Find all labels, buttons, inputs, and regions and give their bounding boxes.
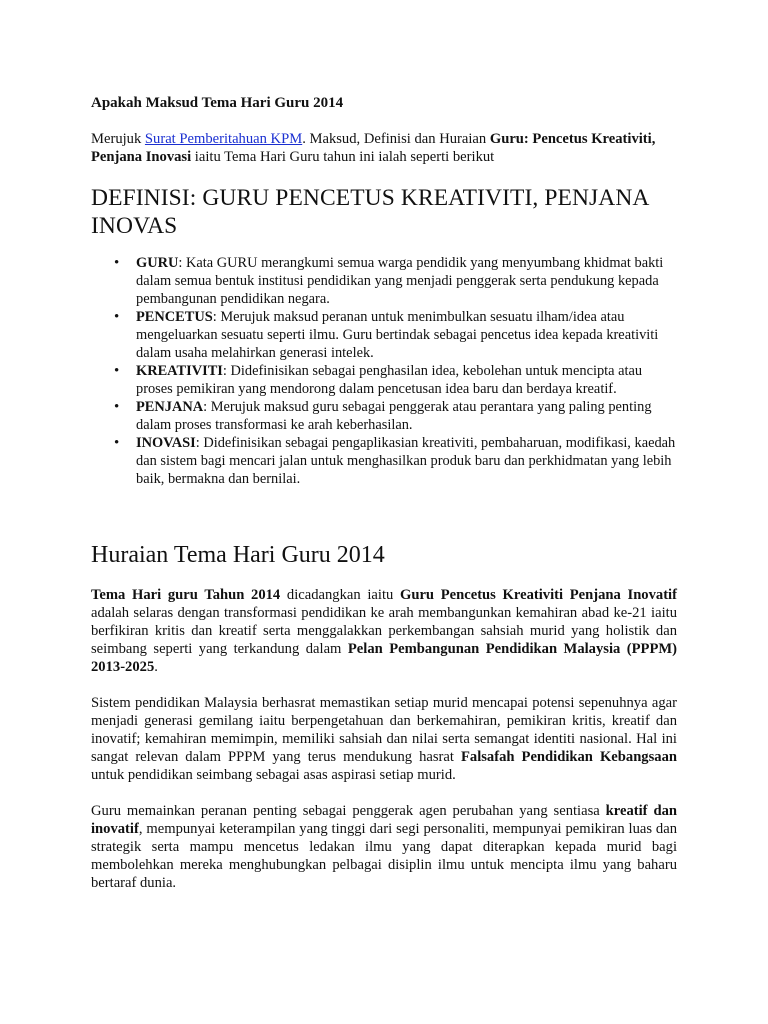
- intro-text-pre: Merujuk: [91, 131, 145, 147]
- definition-term: PENJANA: [136, 399, 204, 415]
- definition-term: KREATIVITI: [136, 363, 223, 379]
- intro-title: Apakah Maksud Tema Hari Guru 2014: [91, 95, 344, 111]
- definition-heading: DEFINISI: GURU PENCETUS KREATIVITI, PENJANA INOVAS: [91, 185, 649, 239]
- p1-bold-3: Pelan Pembangunan Pendidikan Malaysia (PPPM) 2013-2025: [91, 641, 678, 675]
- definition-item-pencetus: [114, 308, 680, 362]
- definition-item-inovasi: [114, 434, 680, 488]
- definition-term: GURU: [136, 255, 179, 271]
- definition-term: PENCETUS: [136, 309, 213, 325]
- surat-pemberitahuan-link[interactable]: Surat Pemberitahuan KPM: [144, 131, 303, 147]
- p1-text-2: adalah selaras dengan transformasi pendidikan ke arah membangunkan kemahiran abad ke-21 iaitu berfikiran kritis dan kreatif serta menggalakkan perkembangan sahsiah murid yang holistik dan seimbang seperti yang terkandung dalam: [91, 605, 677, 657]
- definition-term: INOVASI: [136, 435, 196, 451]
- p3-text-2: , mempunyai keterampilan yang tinggi dari segi personaliti, mempunyai pemikiran luas dan strategik serta mampu mencetus ledakan ilmu yang dapat diterapkan kepada murid bagi membolehkan mereka menghubungkan pelbagai disiplin ilmu untuk mencipta ilmu yang baharu bertaraf dunia.: [91, 821, 677, 891]
- definition-item-penjana: [114, 398, 680, 434]
- p2-text-1: Sistem pendidikan Malaysia berhasrat memastikan setiap murid mencapai potensi sepenuhnya agar menjadi generasi gemilang iaitu berpengetahuan dan berkemahiran, pemikiran kritis, kreatif dan inovatif; kemahiran memimpin, memiliki sahsiah dan nilai serta semangat identiti nasional. Hal ini sangat relevan dalam PPPM yang terus mendukung hasrat: [91, 695, 677, 765]
- huraian-heading: Huraian Tema Hari Guru 2014: [91, 542, 385, 568]
- p1-text-1: dicadangkan iaitu: [280, 587, 400, 603]
- huraian-paragraph-2: [91, 694, 677, 784]
- p2-bold-1: Falsafah Pendidikan Kebangsaan: [460, 749, 677, 765]
- definition-text: : Didefinisikan sebagai pengaplikasian kreativiti, pembaharuan, modifikasi, kaedah dan sistem bagi mencari jalan untuk menghasilkan produk baru dan perkhidmatan yang lebih baik, bermakna dan bernilai.: [136, 435, 676, 487]
- p1-bold-2: Guru Pencetus Kreativiti Penjana Inovatif: [399, 587, 677, 603]
- definition-text: : Merujuk maksud guru sebagai penggerak atau perantara yang paling penting dalam proses transformasi ke arah keberhasilan.: [136, 399, 652, 433]
- p1-bold-1: Tema Hari guru Tahun 2014: [91, 587, 281, 603]
- intro-theme-bold: Guru: Pencetus Kreativiti, Penjana Inovasi: [91, 131, 656, 165]
- definition-list: [114, 254, 680, 488]
- intro-text-tail: iaitu Tema Hari Guru tahun ini ialah seperti berikut: [191, 149, 495, 165]
- p3-text-1: Guru memainkan peranan penting sebagai penggerak agen perubahan yang sentiasa: [91, 803, 606, 819]
- huraian-paragraph-3: [91, 802, 677, 892]
- p3-bold-1: kreatif dan inovatif: [91, 803, 677, 837]
- definition-text: : Kata GURU merangkumi semua warga pendidik yang menyumbang khidmat bakti dalam semua bentuk institusi pendidikan yang menjadi penggerak serta pendukung kepada pembangunan pendidikan negara.: [136, 255, 664, 307]
- intro-text-mid: . Maksud, Definisi dan Huraian: [302, 131, 490, 147]
- p2-text-2: untuk pendidikan seimbang sebagai asas aspirasi setiap murid.: [91, 767, 456, 783]
- definition-item-guru: [114, 254, 680, 308]
- huraian-paragraph-1: [91, 586, 677, 676]
- definition-item-kreativiti: [114, 362, 680, 398]
- p1-text-3: .: [154, 659, 158, 675]
- intro-paragraph: [91, 130, 681, 166]
- definition-text: : Merujuk maksud peranan untuk menimbulkan sesuatu ilham/idea atau mengeluarkan sesuatu seperti ilmu. Guru bertindak sebagai pencetus idea kepada kreativiti dalam usaha melahirkan generasi intelek.: [136, 309, 659, 361]
- definition-text: : Didefinisikan sebagai penghasilan idea, kebolehan untuk mencipta atau proses pemikiran yang mendorong dalam pencetusan idea baru dan berdaya kreatif.: [136, 363, 643, 397]
